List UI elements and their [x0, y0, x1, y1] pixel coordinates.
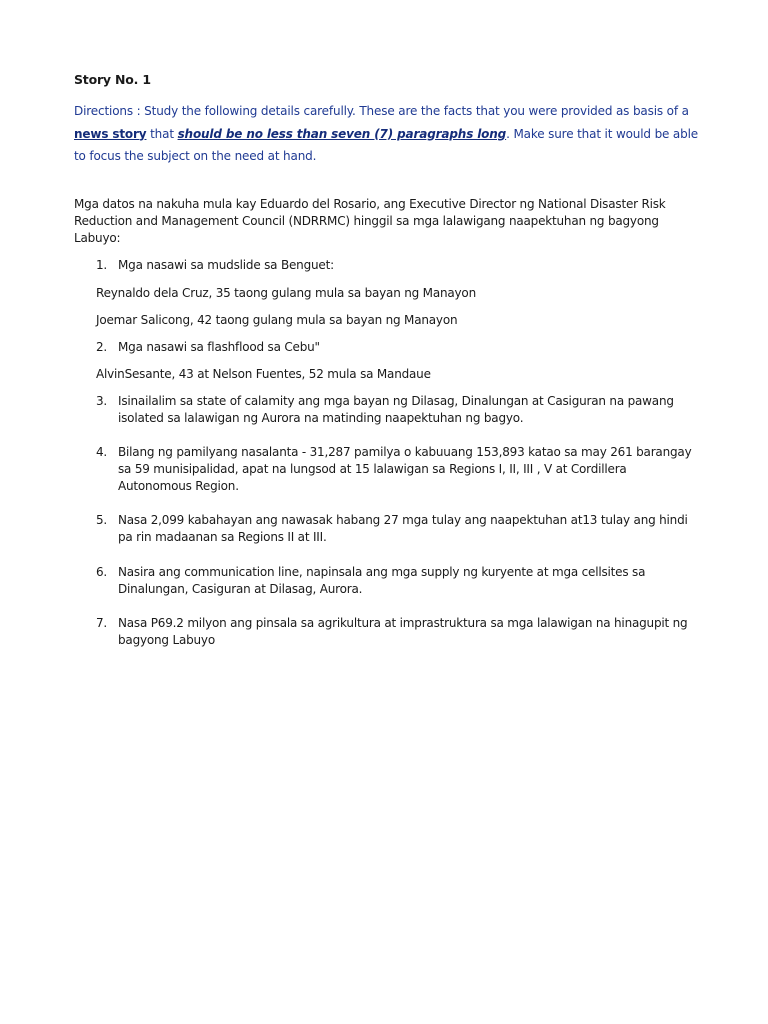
benguet-victim-1: Reynaldo dela Cruz, 35 taong gulang mula sa bayan ng Manayon: [96, 286, 476, 300]
list-item-text: Bilang ng pamilyang nasalanta - 31,287 pamilya o kabuuang 153,893 katao sa may 261 barangay sa 59 munisipalidad, apat na lungsod at 15 lalawigan sa Regions I, II, III , V at Cordillera Autonomous Region.: [118, 445, 692, 493]
list-item: [96, 512, 702, 546]
list-item: [96, 615, 702, 649]
list-item: [96, 339, 702, 356]
directions-suffix: . Make sure that it would be able to focus the subject on the need at hand.: [74, 126, 699, 163]
list-item: [96, 393, 702, 427]
cebu-victims: AlvinSesante, 43 at Nelson Fuentes, 52 mula sa Mandaue: [96, 367, 431, 381]
benguet-victim-2: Joemar Salicong, 42 taong gulang mula sa bayan ng Manayon: [96, 313, 458, 327]
list-item: [96, 564, 702, 598]
list-item: [96, 257, 702, 274]
length-requirement-emphasis: should be no less than seven (7) paragraphs long: [177, 126, 507, 141]
list-item-number: 1.: [96, 258, 108, 272]
list-item-text: Isinailalim sa state of calamity ang mga bayan ng Dilasag, Dinalungan at Casiguran na pawang isolated sa lalawigan ng Aurora na matinding naapektuhan ng bagyo.: [118, 394, 674, 425]
list-item: [96, 444, 702, 495]
list-item-number: 2.: [96, 340, 108, 354]
list-item-text: Mga nasawi sa flashflood sa Cebu": [118, 340, 320, 354]
directions-prefix: Directions : Study the following details carefully. These are the facts that you were provided as basis of a: [74, 104, 689, 118]
directions-paragraph: [74, 100, 704, 168]
list-item-number: 6.: [96, 565, 108, 579]
list-item-number: 4.: [96, 445, 108, 459]
list-item-text: Nasira ang communication line, napinsala ang mga supply ng kuryente at mga cellsites sa Dinalungan, Casiguran at Dilasag, Aurora.: [118, 565, 646, 596]
list-item-text: Nasa 2,099 kabahayan ang nawasak habang 27 mga tulay ang naapektuhan at13 tulay ang hindi pa rin madaanan sa Regions II at III.: [118, 513, 688, 544]
list-item-number: 5.: [96, 513, 108, 527]
intro-paragraph: Mga datos na nakuha mula kay Eduardo del Rosario, ang Executive Director ng National Disaster Risk Reduction and Management Council (NDRRMC) hinggil sa mga lalawigang naapektuhan ng bagyong Labuyo:: [74, 197, 666, 245]
story-title: Story No. 1: [74, 72, 151, 87]
list-item-text: Nasa P69.2 milyon ang pinsala sa agrikultura at imprastruktura sa mga lalawigan na hinagupit ng bagyong Labuyo: [118, 616, 688, 647]
list-item-text: Mga nasawi sa mudslide sa Benguet:: [118, 258, 334, 272]
list-item-number: 7.: [96, 616, 108, 630]
list-item-number: 3.: [96, 394, 108, 408]
directions-that: that: [146, 126, 178, 141]
news-story-emphasis: news story: [74, 126, 147, 141]
